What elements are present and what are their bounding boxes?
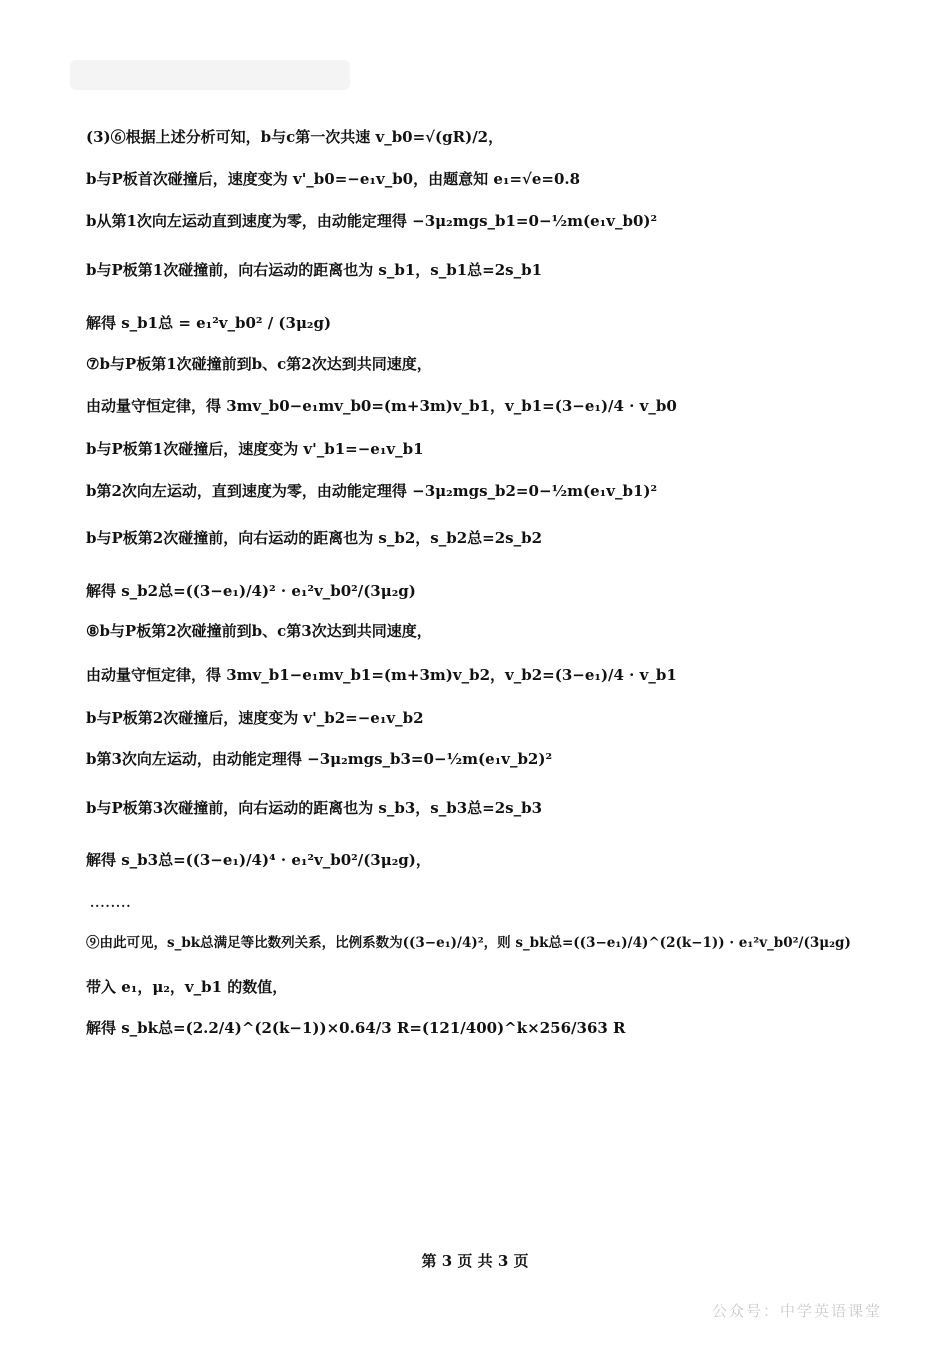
solution-line: 解得 s_b1总 = e₁²v_b0² / (3μ₂g) bbox=[86, 314, 332, 332]
page-footer: 第 3 页 共 3 页 bbox=[421, 1252, 529, 1270]
solution-line: b第3次向左运动，由动能定理得 −3μ₂mgs_b3=0−½m(e₁v_b2)² bbox=[86, 750, 553, 768]
scan-smudge bbox=[70, 60, 350, 90]
solution-line: b与P板第1次碰撞后，速度变为 v'_b1=−e₁v_b1 bbox=[86, 440, 424, 458]
solution-line: b与P板首次碰撞后，速度变为 v'_b0=−e₁v_b0，由题意知 e₁=√e=0.8 bbox=[86, 170, 581, 188]
solution-line: (3)⑥根据上述分析可知，b与c第一次共速 v_b0=√(gR)/2， bbox=[86, 128, 504, 146]
solution-line: 解得 s_bk总=(2.2/4)^(2(k−1))×0.64/3 R=(121/400)^k×256/363 R bbox=[86, 1019, 626, 1037]
solution-line: b第2次向左运动，直到速度为零，由动能定理得 −3μ₂mgs_b2=0−½m(e₁v_b1)² bbox=[86, 482, 658, 500]
ellipsis-dots: ........ bbox=[90, 896, 132, 910]
solution-line: ⑧b与P板第2次碰撞前到b、c第3次达到共同速度， bbox=[86, 622, 432, 640]
solution-line: 解得 s_b2总=((3−e₁)/4)² · e₁²v_b0²/(3μ₂g) bbox=[86, 582, 416, 600]
solution-line: b与P板第2次碰撞后，速度变为 v'_b2=−e₁v_b2 bbox=[86, 709, 424, 727]
solution-line: b从第1次向左运动直到速度为零，由动能定理得 −3μ₂mgs_b1=0−½m(e₁v_b0)² bbox=[86, 212, 658, 230]
solution-line: 由动量守恒定律，得 3mv_b0−e₁mv_b0=(m+3m)v_b1，v_b1=(3−e₁)/4 · v_b0 bbox=[86, 397, 677, 415]
solution-line: 解得 s_b3总=((3−e₁)/4)⁴ · e₁²v_b0²/(3μ₂g)， bbox=[86, 851, 431, 869]
solution-line: b与P板第1次碰撞前，向右运动的距离也为 s_b1，s_b1总=2s_b1 bbox=[86, 261, 543, 279]
solution-line: b与P板第2次碰撞前，向右运动的距离也为 s_b2，s_b2总=2s_b2 bbox=[86, 529, 543, 547]
solution-line: b与P板第3次碰撞前，向右运动的距离也为 s_b3，s_b3总=2s_b3 bbox=[86, 799, 543, 817]
watermark: 公众号：中学英语课堂 bbox=[711, 1302, 882, 1320]
solution-line: 带入 e₁，μ₂，v_b1 的数值， bbox=[86, 978, 288, 996]
solution-line: 由动量守恒定律，得 3mv_b1−e₁mv_b1=(m+3m)v_b2，v_b2=(3−e₁)/4 · v_b1 bbox=[86, 666, 677, 684]
solution-line: ⑦b与P板第1次碰撞前到b、c第2次达到共同速度， bbox=[86, 355, 432, 373]
solution-line: ⑨由此可见，s_bk总满足等比数列关系，比例系数为((3−e₁)/4)²，则 s_bk总=((3−e₁)/4)^(2(k−1)) · e₁²v_b0²/(3μ₂g) bbox=[86, 935, 851, 951]
